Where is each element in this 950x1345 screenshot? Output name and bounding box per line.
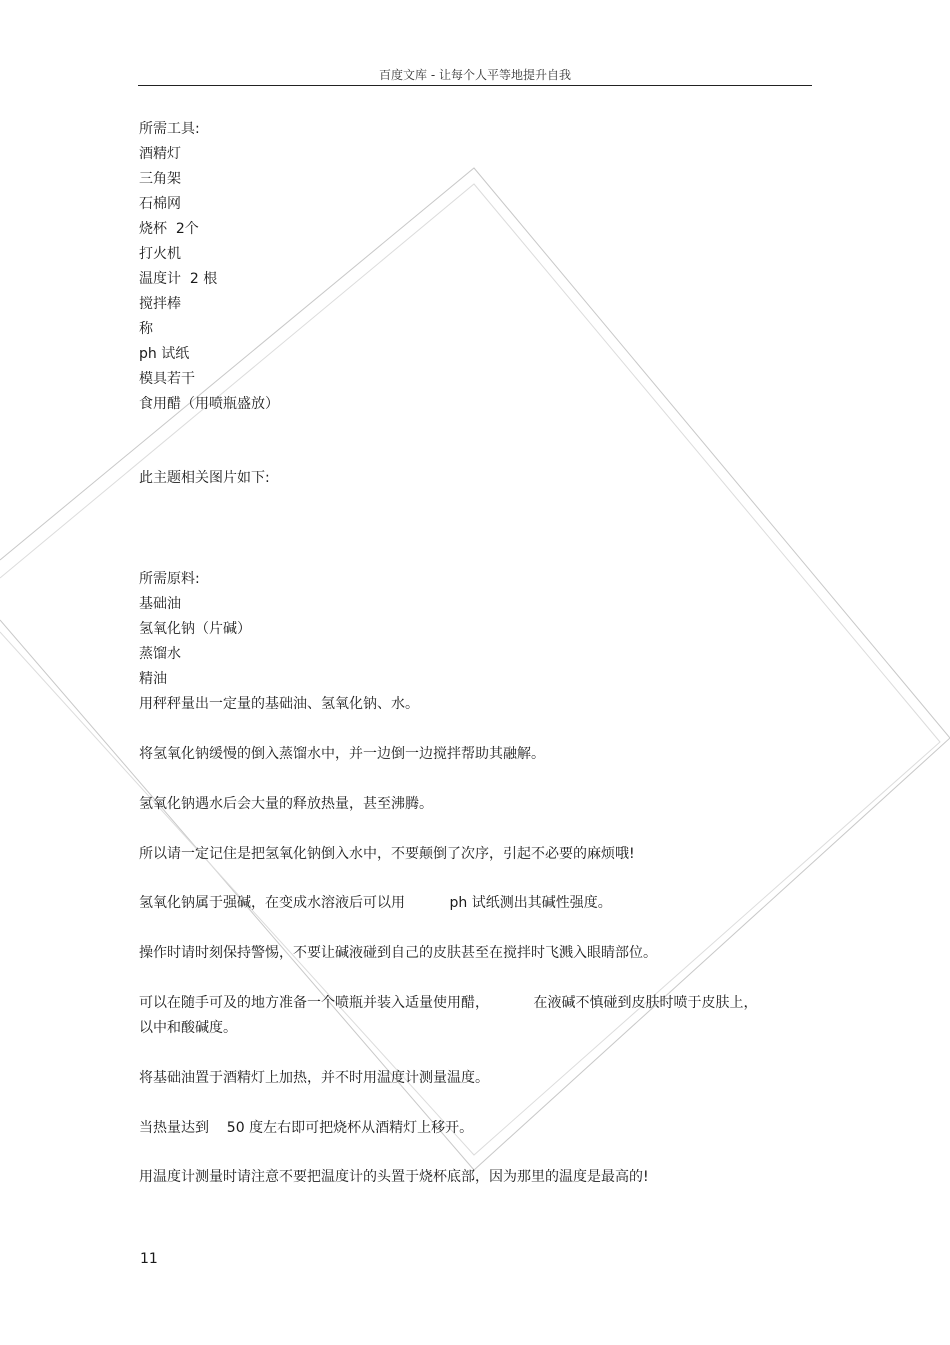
paragraph: 将氢氧化钠缓慢的倒入蒸馏水中，并一边倒一边搅拌帮助其融解。	[139, 746, 545, 762]
tool-item: 打火机	[139, 246, 181, 262]
image-note: 此主题相关图片如下:	[139, 470, 270, 486]
tool-item: ph 试纸	[139, 346, 190, 362]
paragraph: 所以请一定记住是把氢氧化钠倒入水中，不要颠倒了次序，引起不必要的麻烦哦!	[139, 846, 635, 862]
header-divider	[138, 85, 812, 86]
paragraph: 可以在随手可及的地方准备一个喷瓶并装入适量使用醋， 在液碱不慎碰到皮肤时喷于皮肤上，	[139, 995, 758, 1011]
tool-item: 称	[139, 321, 153, 337]
paragraph: 氢氧化钠遇水后会大量的释放热量，甚至沸腾。	[139, 796, 433, 812]
paragraph: 操作时请时刻保持警惕，不要让碱液碰到自己的皮肤甚至在搅拌时飞溅入眼睛部位。	[139, 945, 657, 961]
tool-item: 食用醋（用喷瓶盛放）	[139, 396, 279, 412]
tool-item: 模具若干	[139, 371, 195, 387]
tool-item: 烧杯 2个	[139, 221, 199, 237]
tool-item: 三角架	[139, 171, 181, 187]
material-item: 蒸馏水	[139, 646, 181, 662]
tool-item: 酒精灯	[139, 146, 181, 162]
tools-title: 所需工具:	[139, 121, 200, 137]
page-header: 百度文库 - 让每个人平等地提升自我	[379, 68, 571, 82]
material-item: 氢氧化钠（片碱）	[139, 621, 251, 637]
materials-title: 所需原料:	[139, 571, 200, 587]
tool-item: 搅拌棒	[139, 296, 181, 312]
paragraph: 用温度计测量时请注意不要把温度计的头置于烧杯底部，因为那里的温度是最高的!	[139, 1169, 649, 1185]
paragraph: 当热量达到 50 度左右即可把烧杯从酒精灯上移开。	[139, 1120, 474, 1136]
tool-item: 温度计 2 根	[139, 271, 218, 287]
material-item: 基础油	[139, 596, 181, 612]
paragraph: 氢氧化钠属于强碱，在变成水溶液后可以用 ph 试纸测出其碱性强度。	[139, 895, 612, 911]
paragraph: 以中和酸碱度。	[139, 1020, 237, 1036]
paragraph: 将基础油置于酒精灯上加热，并不时用温度计测量温度。	[139, 1070, 489, 1086]
paragraph: 用秤秤量出一定量的基础油、氢氧化钠、水。	[139, 696, 419, 712]
page-number: 11	[140, 1251, 158, 1267]
tool-item: 石棉网	[139, 196, 181, 212]
material-item: 精油	[139, 671, 167, 687]
